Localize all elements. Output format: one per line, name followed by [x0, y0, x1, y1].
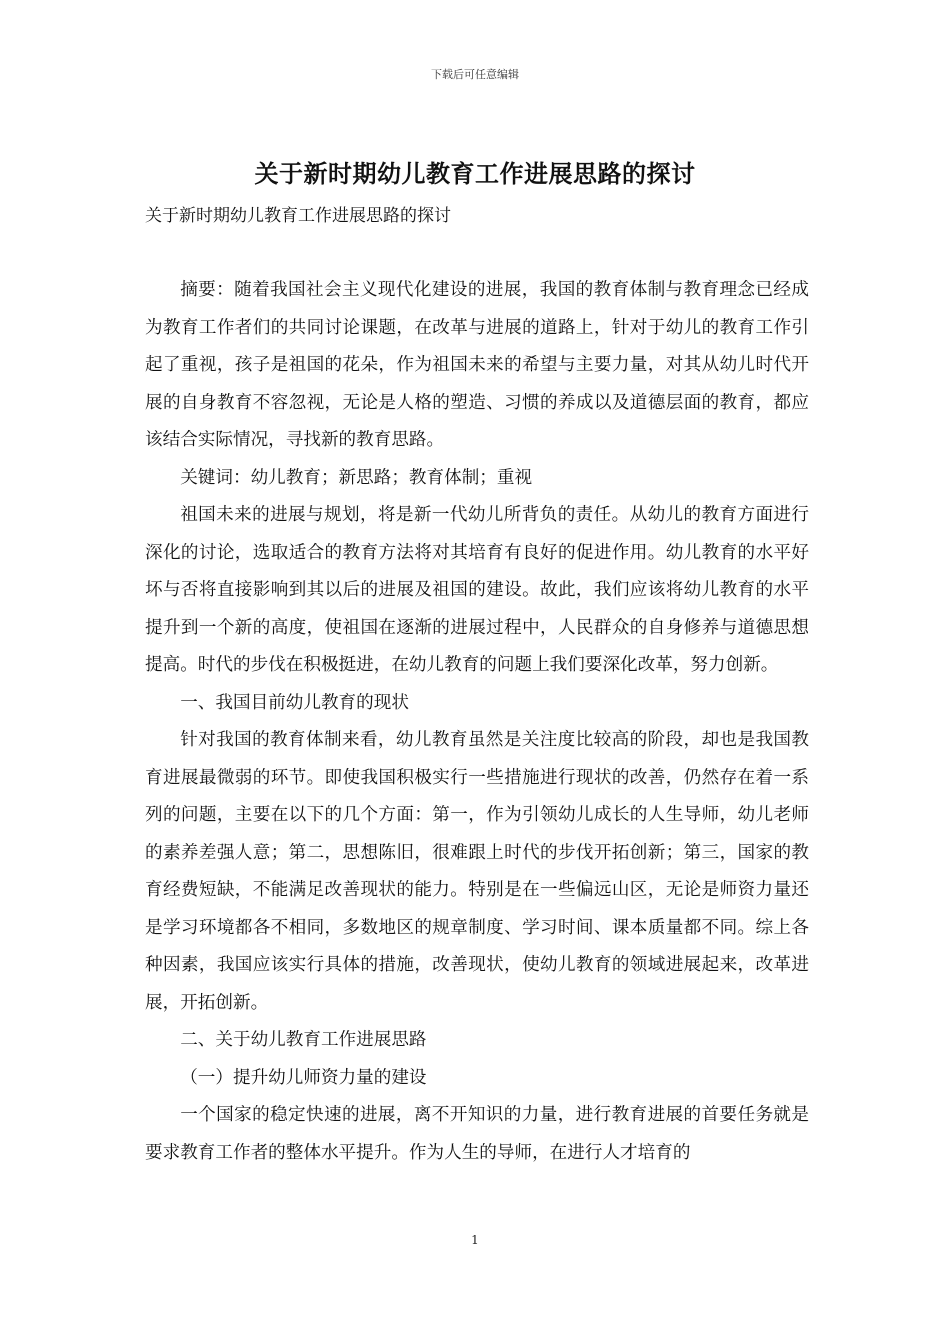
subsection-1-paragraph: 一个国家的稳定快速的进展，离不开知识的力量，进行教育进展的首要任务就是要求教育工作者的整体水平提升。作为人生的导师，在进行人才培育的 [145, 1105, 809, 1163]
page-header-note: 下载后可任意编辑 [431, 68, 519, 81]
intro-paragraph: 祖国未来的进展与规划，将是新一代幼儿所背负的责任。从幼儿的教育方面进行深化的讨论，选取适合的教育方法将对其培育有良好的促进作用。幼儿教育的水平好坏与否将直接影响到其以后的进展及祖国的建设。故此，我们应该将幼儿教育的水平提升到一个新的高度，使祖国在逐渐的进展过程中，人民群众的自身修养与道德思想提高。时代的步伐在积极挺进，在幼儿教育的问题上我们要深化改革，努力创新。 [145, 505, 809, 675]
document-body [145, 272, 809, 1172]
section-heading-2: 二、关于幼儿教育工作进展思路 [180, 1030, 427, 1050]
section-heading-1: 一、我国目前幼儿教育的现状 [180, 692, 409, 713]
subsection-heading-1: （一）提升幼儿师资力量的建设 [180, 1067, 427, 1088]
document-subtitle: 关于新时期幼儿教育工作进展思路的探讨 [145, 206, 451, 226]
document-title: 关于新时期幼儿教育工作进展思路的探讨 [254, 159, 696, 188]
keywords-paragraph: 关键词：幼儿教育；新思路；教育体制；重视 [180, 467, 533, 488]
section-1-paragraph: 针对我国的教育体制来看，幼儿教育虽然是关注度比较高的阶段，却也是我国教育进展最微弱的环节。即使我国积极实行一些措施进行现状的改善，仍然存在着一系列的问题，主要在以下的几个方面：第一，作为引领幼儿成长的人生导师，幼儿老师的素养差强人意；第二，思想陈旧，很难跟上时代的步伐开拓创新；第三，国家的教育经费短缺，不能满足改善现状的能力。特别是在一些偏远山区，无论是师资力量还是学习环境都各不相同，多数地区的规章制度、学习时间、课本质量都不同。综上各种因素，我国应该实行具体的措施，改善现状，使幼儿教育的领域进展起来，改革进展，开拓创新。 [145, 730, 809, 1013]
abstract-paragraph: 摘要：随着我国社会主义现代化建设的进展，我国的教育体制与教育理念已经成为教育工作者们的共同讨论课题，在改革与进展的道路上，针对于幼儿的教育工作引起了重视，孩子是祖国的花朵，作为祖国未来的希望与主要力量，对其从幼儿时代开展的自身教育不容忽视，无论是人格的塑造、习惯的养成以及道德层面的教育，都应该结合实际情况，寻找新的教育思路。 [145, 280, 809, 450]
page-number: 1 [471, 1233, 479, 1247]
